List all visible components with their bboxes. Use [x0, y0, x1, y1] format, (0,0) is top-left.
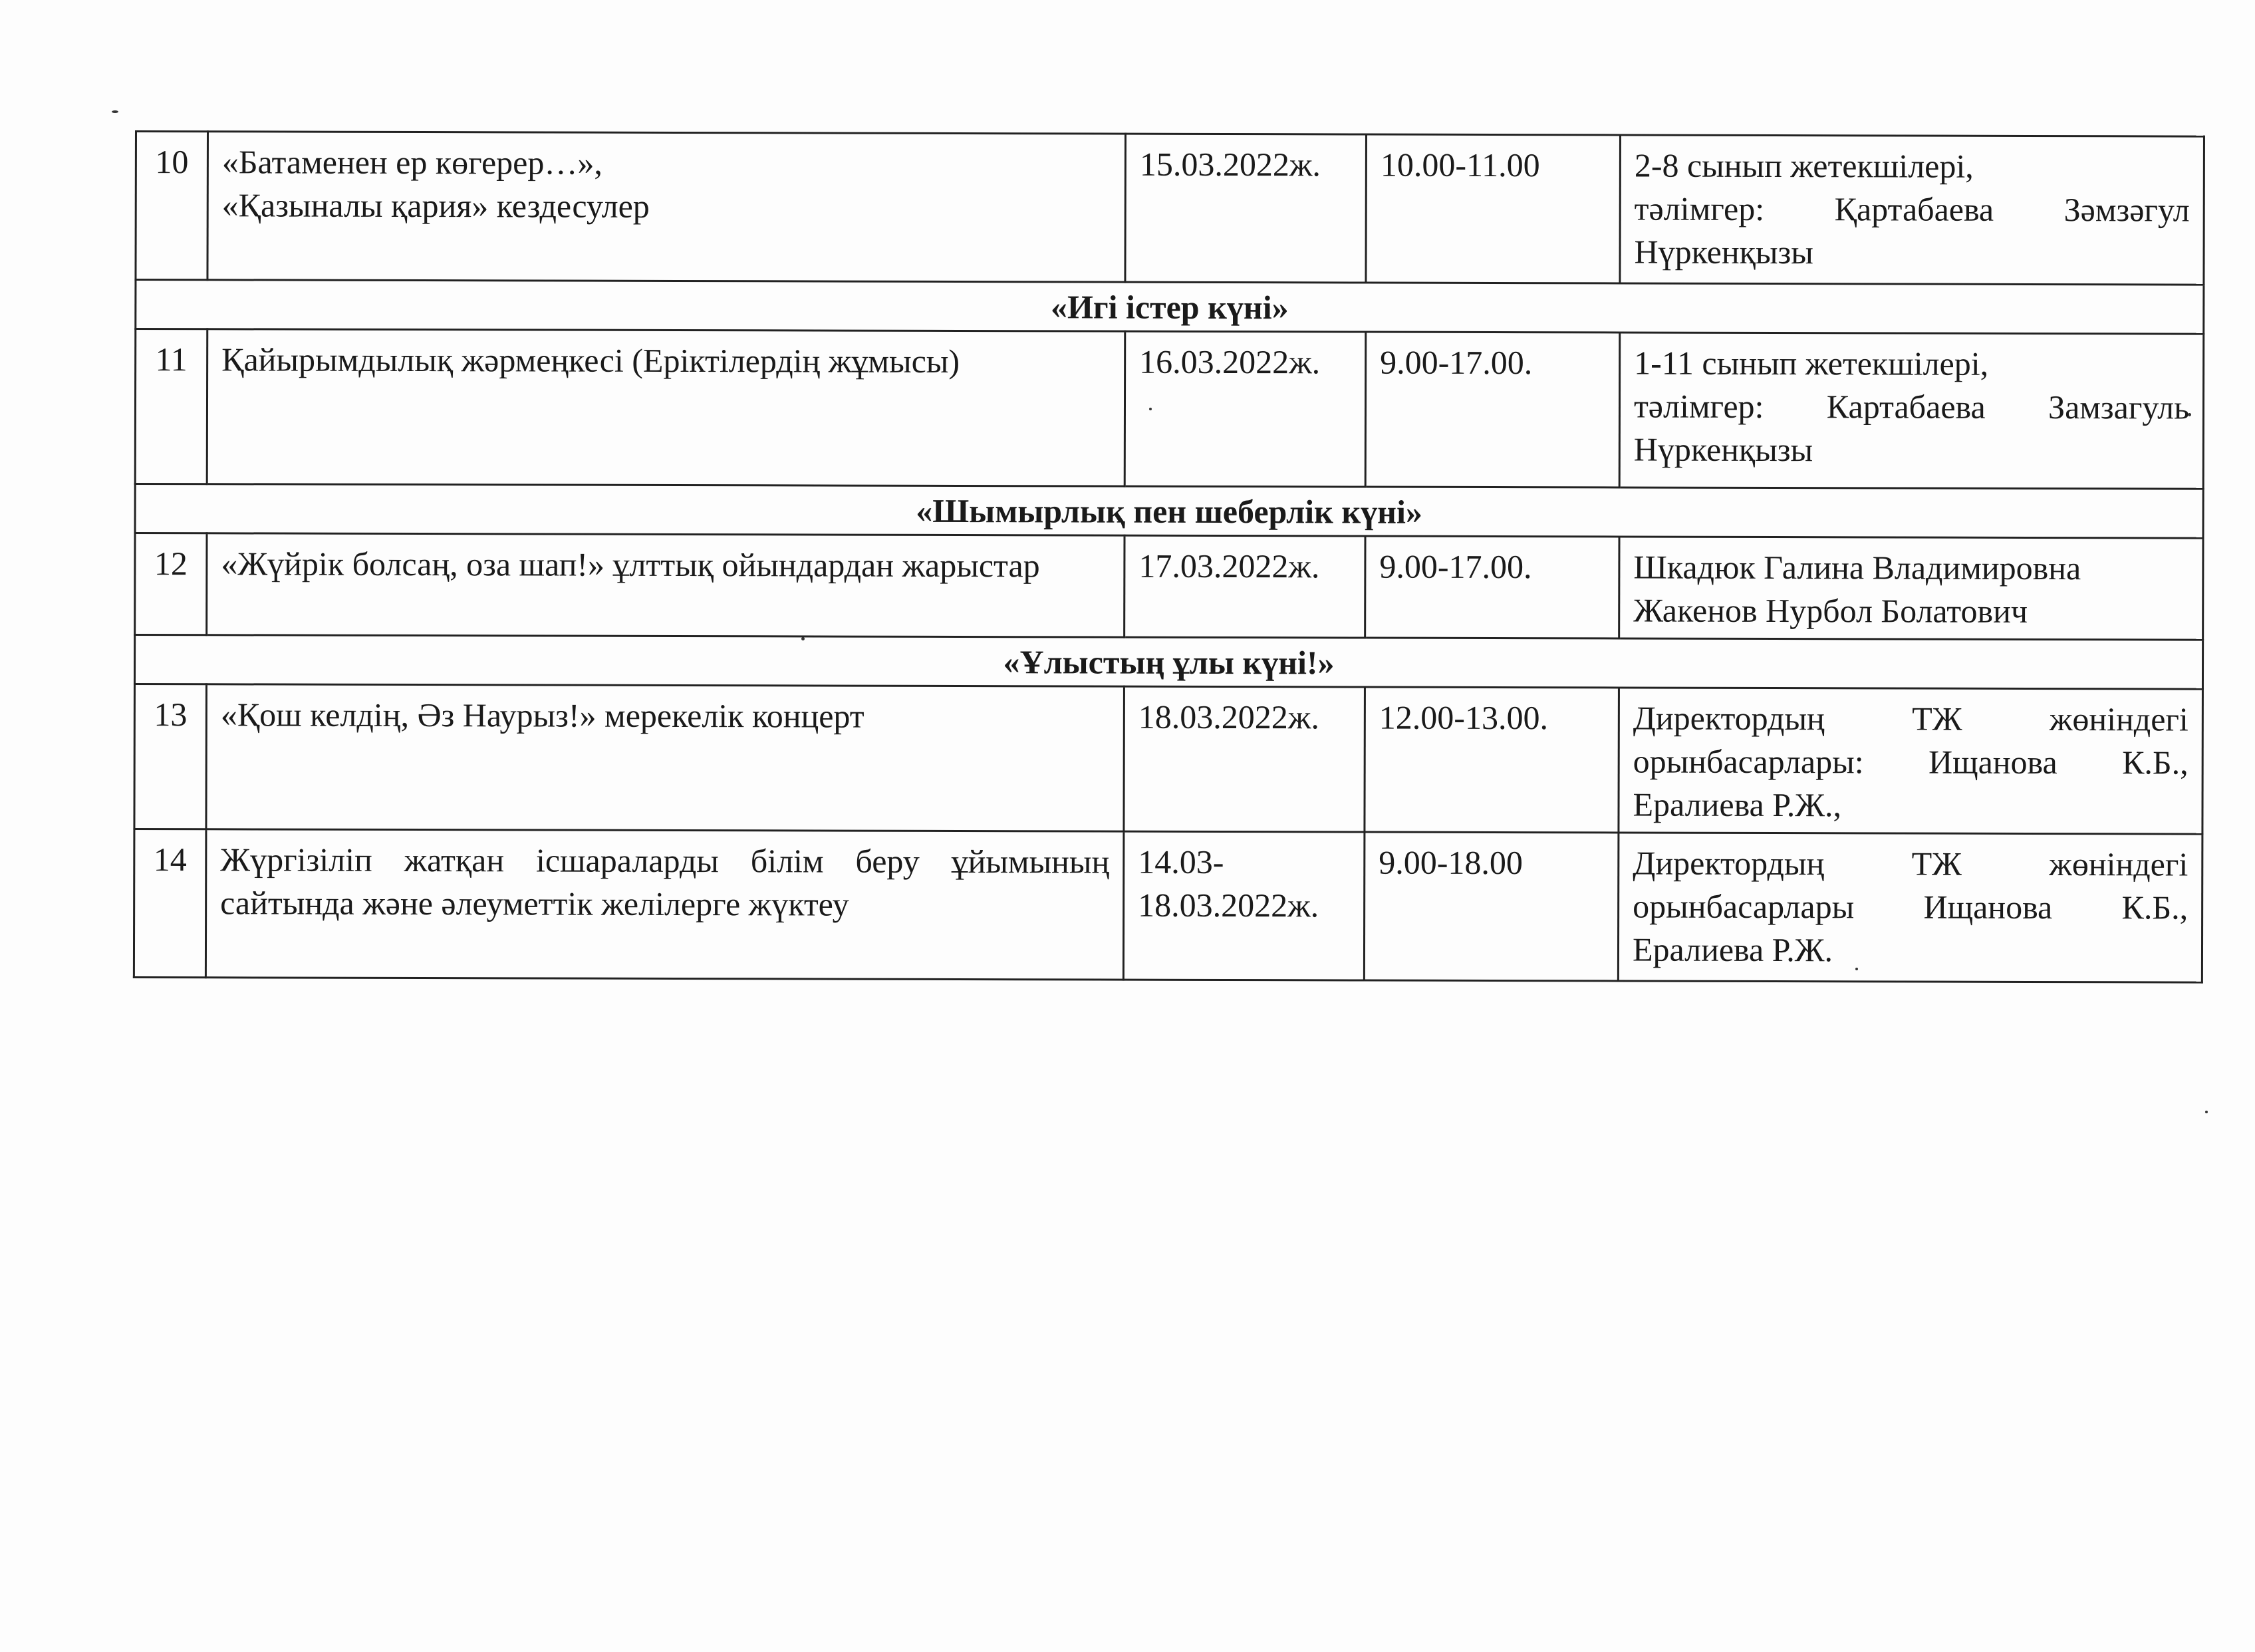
- event-cell: [207, 533, 1125, 637]
- responsible-line: Жакенов Нурбол Болатович: [1633, 591, 2028, 630]
- row-number: 10: [136, 132, 208, 280]
- table-row: [134, 829, 2202, 983]
- event-line: «Батаменен ер көгерер…»,: [221, 143, 602, 182]
- event-line: «Қазыналы қария» кездесулер: [221, 186, 650, 225]
- section-title: «Ұлыстың ұлы күні!»: [134, 635, 2202, 690]
- table-row: [134, 684, 2203, 835]
- responsible-cell: [1620, 135, 2204, 285]
- responsible-line: Шкадюк Галина Владимировна: [1633, 548, 2081, 587]
- date-cell: 14.03-18.03.2022ж.: [1123, 831, 1365, 980]
- row-number: 12: [135, 533, 207, 635]
- time-cell: 9.00-18.00: [1364, 832, 1619, 981]
- date-cell: 16.03.2022ж.: [1125, 331, 1366, 487]
- event-line: Қайырымдылық жәрмеңкесі (Еріктілердің жұмысы): [221, 341, 960, 380]
- row-number: 11: [135, 329, 207, 484]
- row-number: 14: [134, 829, 206, 978]
- date-cell: 18.03.2022ж.: [1124, 686, 1365, 832]
- responsible-line: тәлімгер: Картабаева Замзагуль Нүркенқызы: [1633, 387, 2190, 469]
- time-cell: 10.00-11.00: [1366, 134, 1621, 283]
- time-cell: 9.00-17.00.: [1365, 332, 1620, 487]
- responsible-line: 1-11 сынып жетекшілері,: [1634, 344, 1989, 382]
- responsible-cell: [1619, 537, 2203, 640]
- section-title: «Шымырлық пен шеберлік күні»: [135, 484, 2203, 539]
- date-cell: 17.03.2022ж.: [1125, 535, 1365, 638]
- section-row: [136, 280, 2204, 335]
- event-cell: [207, 329, 1125, 486]
- table-row: [135, 329, 2204, 489]
- responsible-line: тәлімгер: Қартабаева Зәмзәгул Нүркенқызы: [1634, 190, 2190, 271]
- time-cell: 12.00-13.00.: [1365, 687, 1619, 833]
- scan-speck: [112, 110, 118, 113]
- responsible-cell: [1618, 833, 2202, 982]
- event-line: «Жүйрік болсаң, оза шап!» ұлттық ойындардан жарыстар: [221, 545, 1040, 585]
- table-row: [135, 533, 2203, 640]
- schedule-table-wrapper: [133, 130, 2203, 984]
- table-row: [136, 132, 2204, 285]
- section-row: [134, 635, 2202, 690]
- event-line: Жүргізіліп жатқан ісшараларды білім беру ұйымының сайтында және әлеуметтік желілерге жүктеу: [220, 841, 1110, 923]
- scan-speck: [2205, 1111, 2208, 1113]
- row-number: 13: [134, 684, 207, 829]
- event-cell: [205, 829, 1124, 980]
- date-cell: 15.03.2022ж.: [1125, 134, 1367, 283]
- responsible-line: Директордың ТЖ жөніндегі орынбасарлары: Ищанова К.Б., Ералиева Р.Ж.,: [1633, 699, 2189, 824]
- schedule-table: [133, 130, 2205, 984]
- event-cell: [207, 132, 1126, 282]
- time-cell: 9.00-17.00.: [1365, 536, 1619, 638]
- event-line: «Қош келдің, Әз Наурыз!» мерекелік концерт: [220, 696, 864, 735]
- section-title: «Игі істер күні»: [136, 280, 2204, 335]
- section-row: [135, 484, 2203, 539]
- responsible-line: Директордың ТЖ жөніндегі орынбасарлары Ищанова К.Б., Ералиева Р.Ж.: [1632, 844, 2189, 969]
- responsible-cell: [1619, 688, 2203, 834]
- responsible-line: 2-8 сынып жетекшілері,: [1634, 146, 1974, 185]
- event-cell: [206, 684, 1125, 831]
- responsible-cell: [1619, 333, 2204, 489]
